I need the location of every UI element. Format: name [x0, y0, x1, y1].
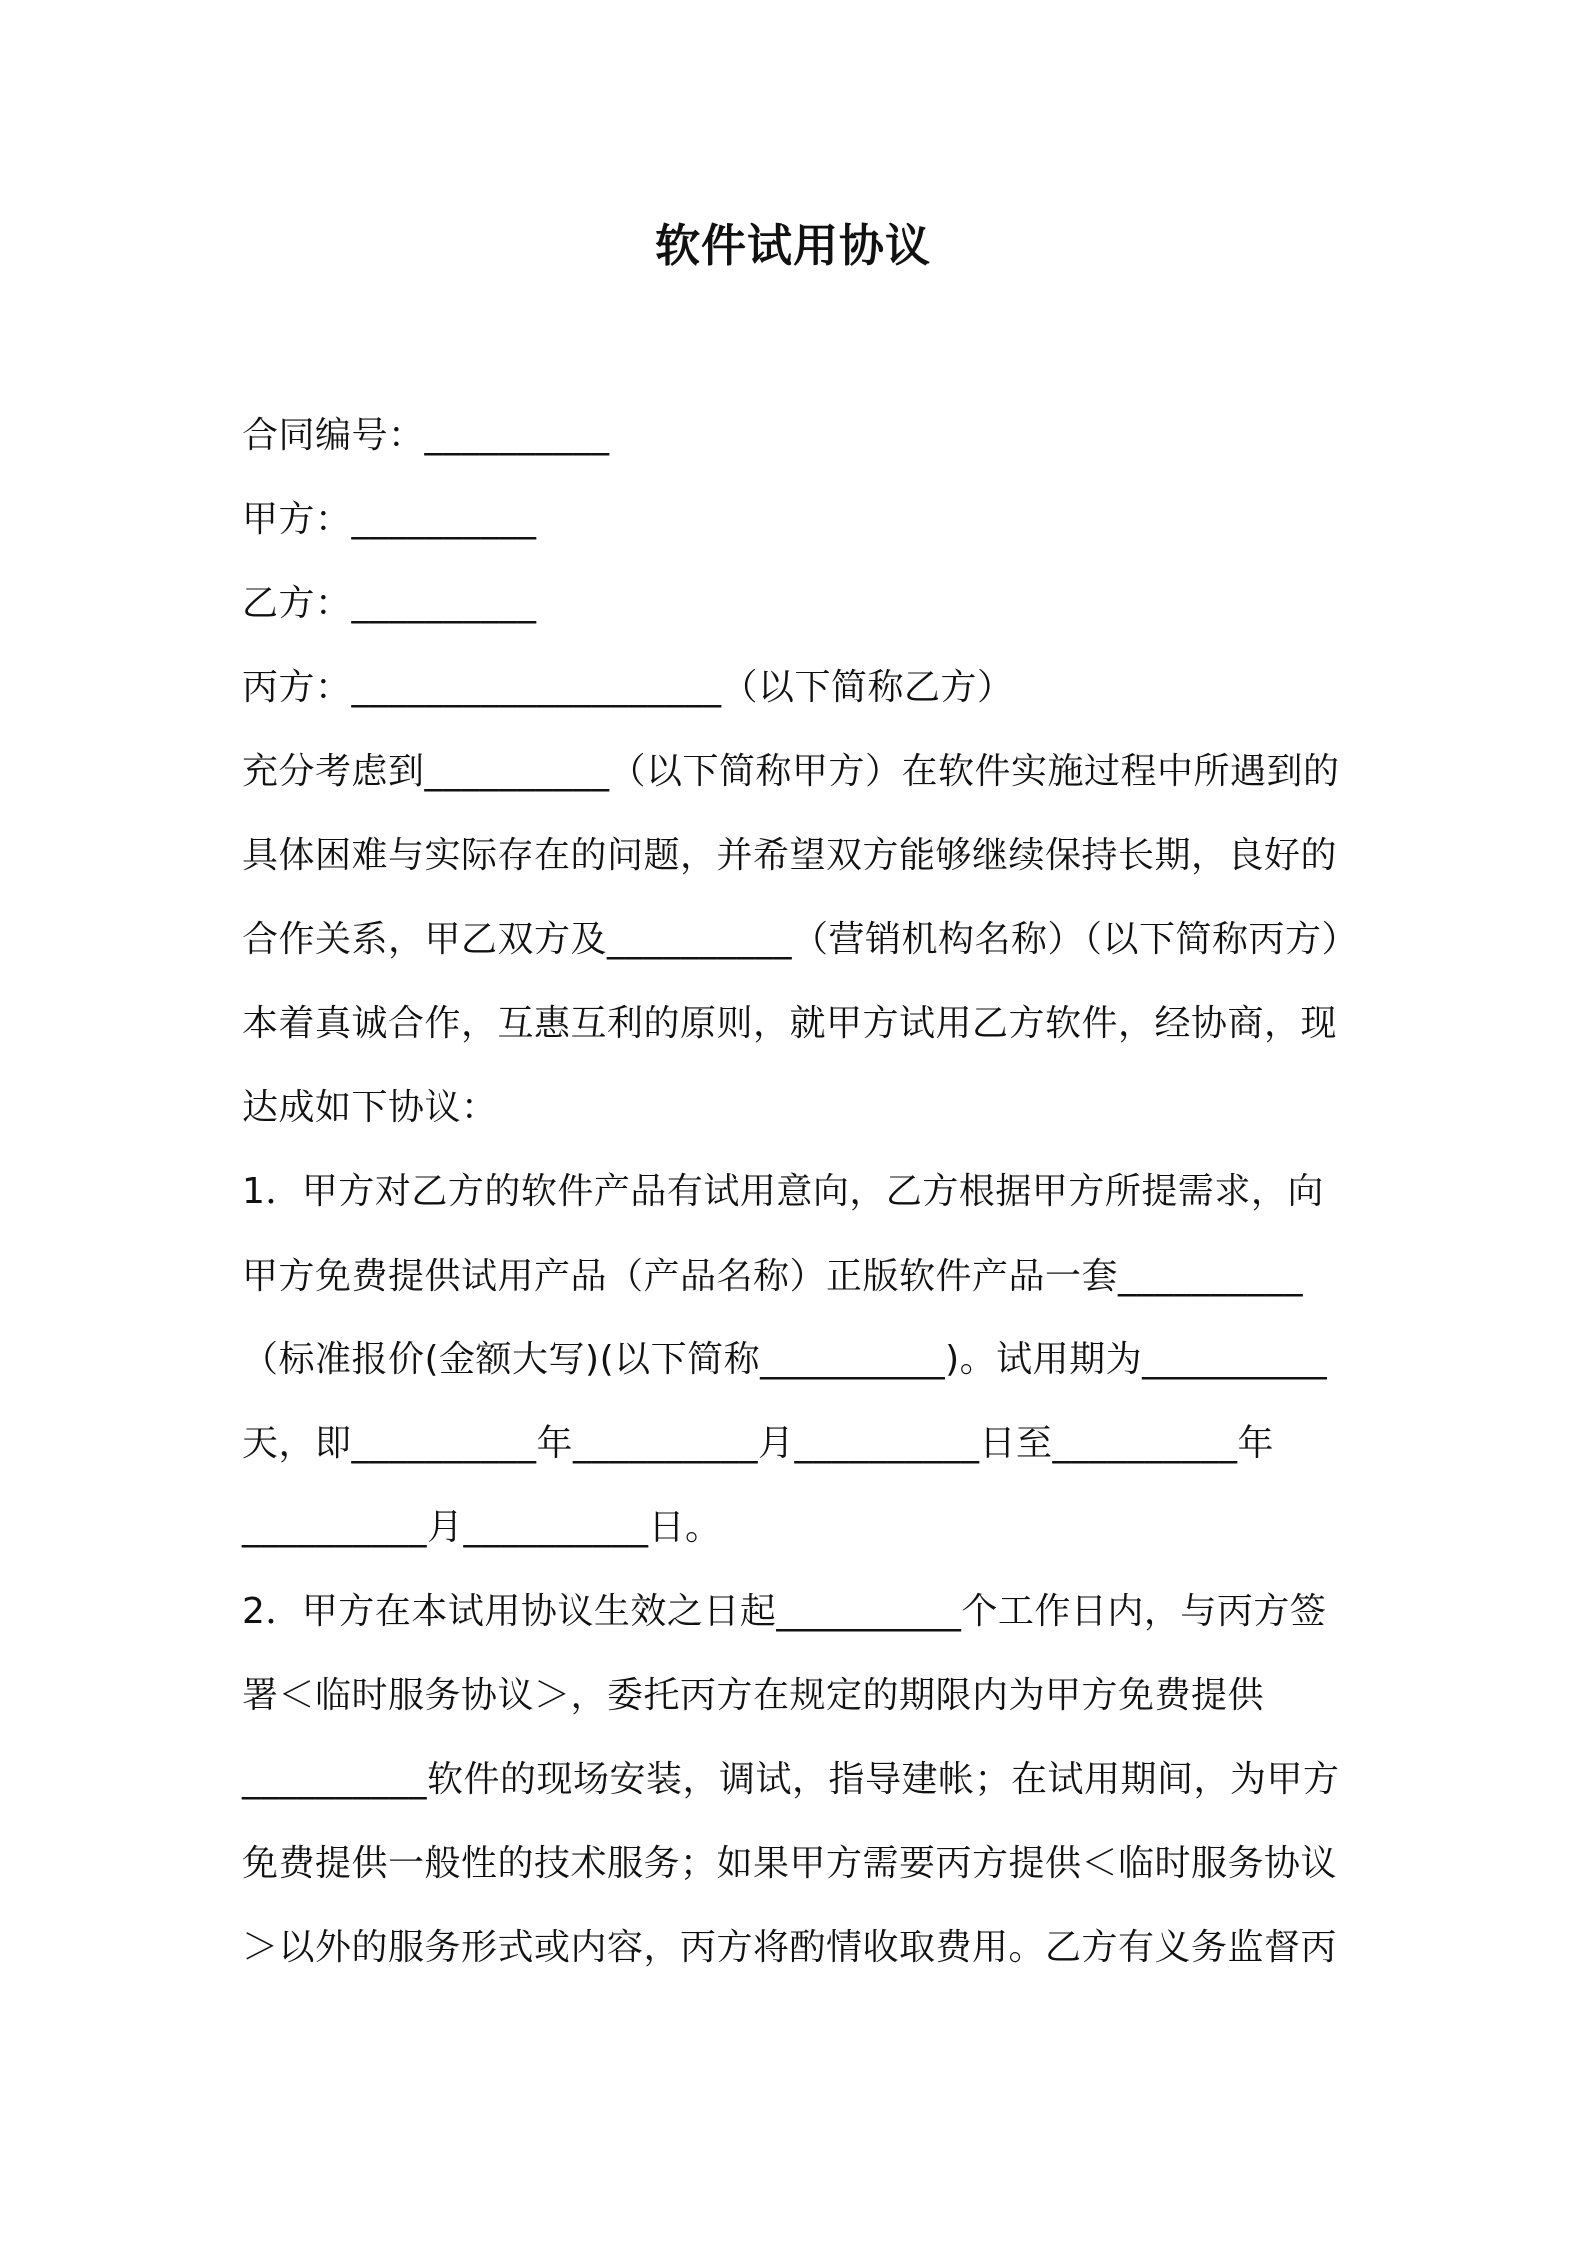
paragraph-line: 合作关系，甲乙双方及__________（营销机构名称）（以下简称丙方） — [242, 919, 1359, 960]
paragraph-line: 达成如下协议： — [242, 1087, 498, 1128]
document-title: 软件试用协议 — [654, 219, 931, 272]
party-a-line: 甲方：__________ — [242, 499, 537, 540]
party-c-line: 丙方：____________________（以下简称乙方） — [242, 667, 1014, 708]
paragraph-line: 具体困难与实际存在的问题，并希望双方能够继续保持长期，良好的 — [242, 835, 1338, 876]
clause-1-line: 1．甲方对乙方的软件产品有试用意向，乙方根据甲方所提需求，向 — [242, 1171, 1324, 1212]
contract-number-line: 合同编号：__________ — [242, 415, 610, 456]
clause-2-line: ＞以外的服务形式或内容，丙方将酌情收取费用。乙方有义务监督丙 — [242, 1927, 1338, 1968]
clause-1-line: 甲方免费提供试用产品（产品名称）正版软件产品一套__________ — [242, 1256, 1304, 1297]
paragraph-line: 本着真诚合作，互惠互利的原则，就甲方试用乙方软件，经协商，现 — [242, 1003, 1338, 1044]
clause-2-line: 2．甲方在本试用协议生效之日起__________个工作日内，与丙方签 — [242, 1591, 1327, 1632]
clause-2-line: 免费提供一般性的技术服务；如果甲方需要丙方提供＜临时服务协议 — [242, 1843, 1338, 1884]
clause-1-line: （标准报价(金额大写)(以下简称__________)。试用期为__________ — [242, 1339, 1328, 1380]
clause-1-line: __________月__________日。 — [242, 1507, 722, 1548]
party-b-line: 乙方：__________ — [242, 583, 537, 624]
clause-1-line: 天，即__________年__________月__________日至__________年 — [242, 1423, 1275, 1464]
clause-2-line: 署＜临时服务协议＞，委托丙方在规定的期限内为甲方免费提供 — [242, 1675, 1265, 1716]
clause-2-line: __________软件的现场安装，调试，指导建帐；在试用期间，为甲方 — [242, 1759, 1340, 1800]
paragraph-line: 充分考虑到__________（以下简称甲方）在软件实施过程中所遇到的 — [242, 751, 1340, 792]
